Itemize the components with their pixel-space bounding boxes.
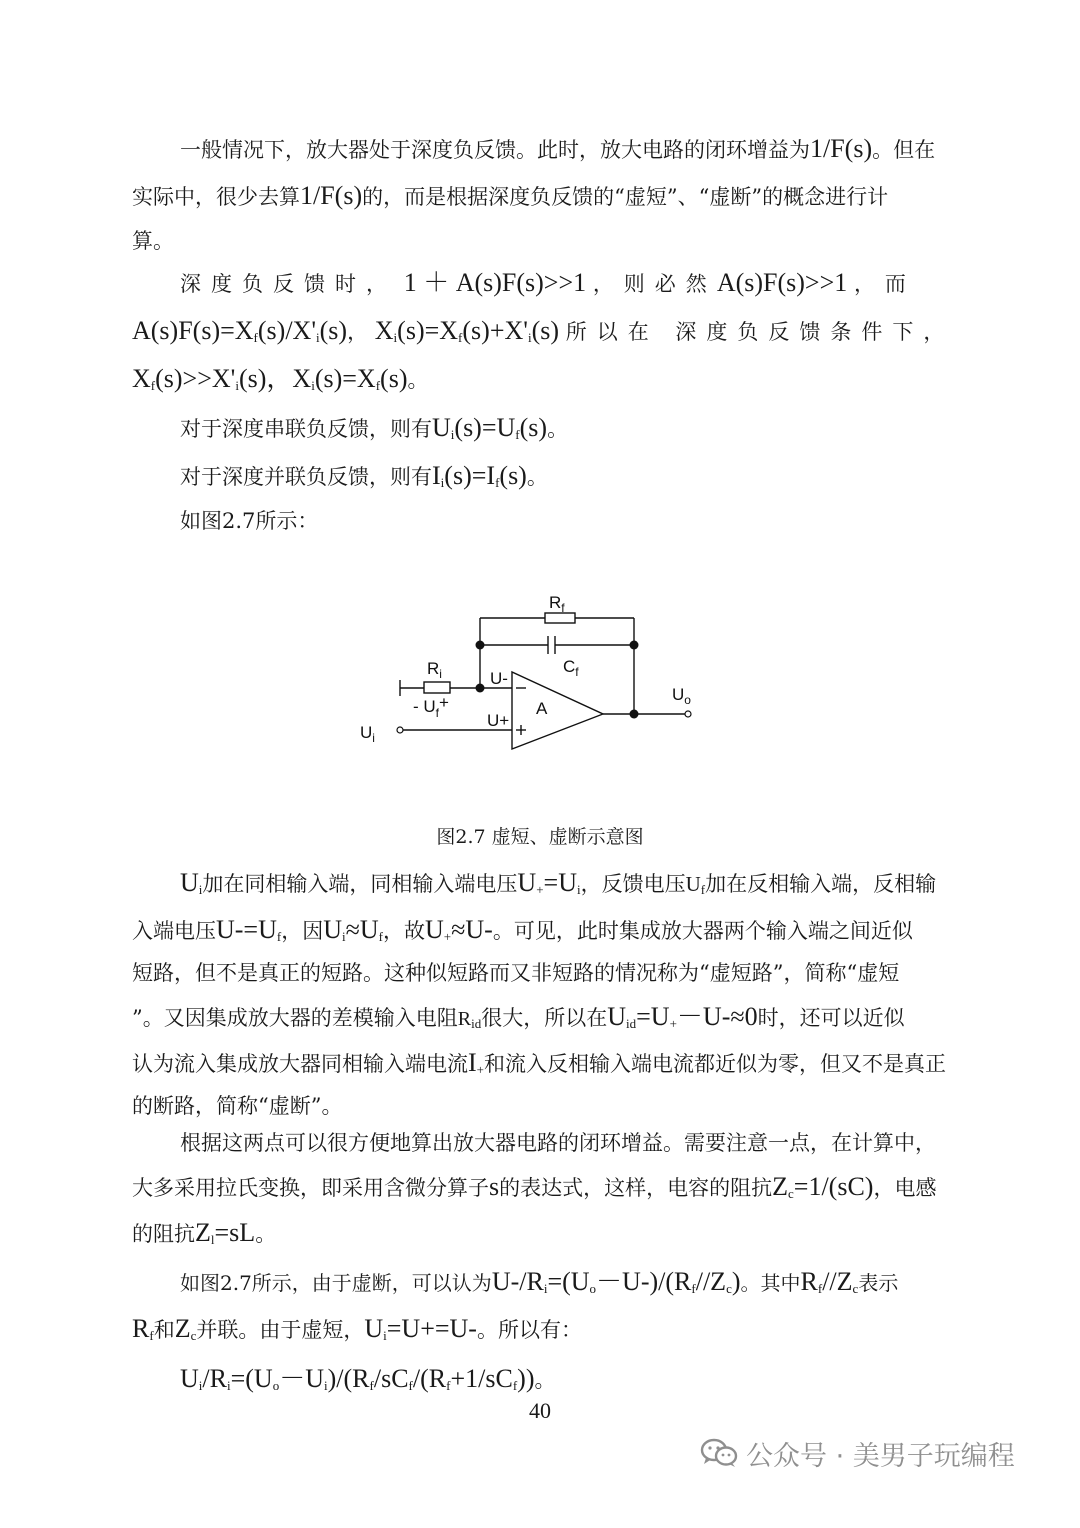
label-cf: $C_f$ xyxy=(563,657,579,679)
wechat-icon xyxy=(700,1437,738,1469)
op-amp-circuit-diagram xyxy=(340,575,740,775)
label-ui: $U_i$ xyxy=(360,723,375,745)
label-ri: $R_i$ xyxy=(427,659,442,681)
paragraph-8-line-1: 如图2.7所示，由于虚断，可以认为$U-/R_i=(U_o-U-)/(R_f//Z_c)$。其中$R_f//Z_c$表示 xyxy=(180,1267,899,1296)
label-amplifier: A xyxy=(536,699,548,718)
figure-caption: 图2.7 虚短、虚断示意图 xyxy=(436,826,644,848)
paragraph-7-line-2: 大多采用拉氏变换，即采用含微分算子s的表达式，这样，电容的阻抗$Z_c=1/(sC)$，电感 xyxy=(132,1172,937,1201)
paragraph-1-line-2: 实际中，很少去算1/F(s)的，而是根据深度负反馈的“虚短”、“虚断”的概念进行计 xyxy=(132,181,889,210)
watermark xyxy=(700,1433,1015,1473)
paragraph-6-line-4: ”。又因集成放大器的差模输入电阻$R_{id}$很大，所以在$U_{id}=U_+-U-\approx 0$时，还可以近似 xyxy=(132,1002,905,1031)
paragraph-7-line-3: 的阻抗$Z_l=sL$。 xyxy=(132,1218,277,1247)
paragraph-6-line-3: 短路，但不是真正的短路。这种似短路而又非短路的情况称为“虚短路”，简称“虚短 xyxy=(132,961,900,985)
formula-line: $U_i/R_i=(U_o-U_i)/(R_f/sC_f/(R_f+1/sC_f))$。 xyxy=(180,1364,556,1393)
label-u-plus: U+ xyxy=(487,711,510,730)
watermark-text: 公众号 · 美男子玩编程 xyxy=(746,1440,1015,1472)
paragraph-3: 对于深度串联负反馈，则有$U_i(s)=U_f(s)$。 xyxy=(180,413,569,442)
label-uf: - $U_f+$ xyxy=(413,693,449,720)
paragraph-6-line-6: 的断路，简称“虚断”。 xyxy=(132,1094,343,1118)
paragraph-1-line-1: 一般情况下，放大器处于深度负反馈。此时，放大电路的闭环增益为1/F(s)。但在 xyxy=(180,134,936,163)
paragraph-8-line-2: $R_f$和$Z_c$并联。由于虚短，$U_i=U+=U-$。所以有： xyxy=(132,1314,582,1343)
paragraph-6-line-1: $U_i$加在同相输入端，同相输入端电压$U_+=U_i$，反馈电压$U_f$加在反相输入端，反相输 xyxy=(180,868,937,897)
label-u-minus: U- xyxy=(490,669,508,688)
paragraph-5: 如图2.7所示： xyxy=(180,509,319,533)
label-rf: $R_f$ xyxy=(549,593,565,615)
paragraph-4: 对于深度并联负反馈，则有$I_i(s)=I_f(s)$。 xyxy=(180,461,548,490)
label-uo: $U_o$ xyxy=(672,685,691,707)
paragraph-2-line-2: $A(s)F(s)=X_f(s)/X'_i(s)$， $X_i(s)=X_f(s)+X'_i(s)$ 所以在 深度负反馈条件下， xyxy=(132,316,955,345)
paragraph-6-line-5: 认为流入集成放大器同相输入端电流$I_+$和流入反相输入端电流都近似为零，但又不是真正 xyxy=(132,1048,947,1077)
page-number: 40 xyxy=(529,1398,551,1423)
paragraph-1-line-3: 算。 xyxy=(132,229,174,253)
paragraph-2-line-1: 深度负反馈时， 1 ＋ A(s)F(s)>>1 ，则必然A(s)F(s)>>1 ，而 xyxy=(180,268,916,297)
paragraph-7-line-1: 根据这两点可以很方便地算出放大器电路的闭环增益。需要注意一点，在计算中， xyxy=(180,1131,936,1155)
paragraph-6-line-2: 入端电压$U-=U_f$，因$U_i\approx U_f$，故$U_+\approx U-$。可见，此时集成放大器两个输入端之间近似 xyxy=(132,915,913,944)
paragraph-2-line-3: $X_f(s)>>X'_i(s)$，$X_i(s)=X_f(s)$。 xyxy=(132,364,429,393)
